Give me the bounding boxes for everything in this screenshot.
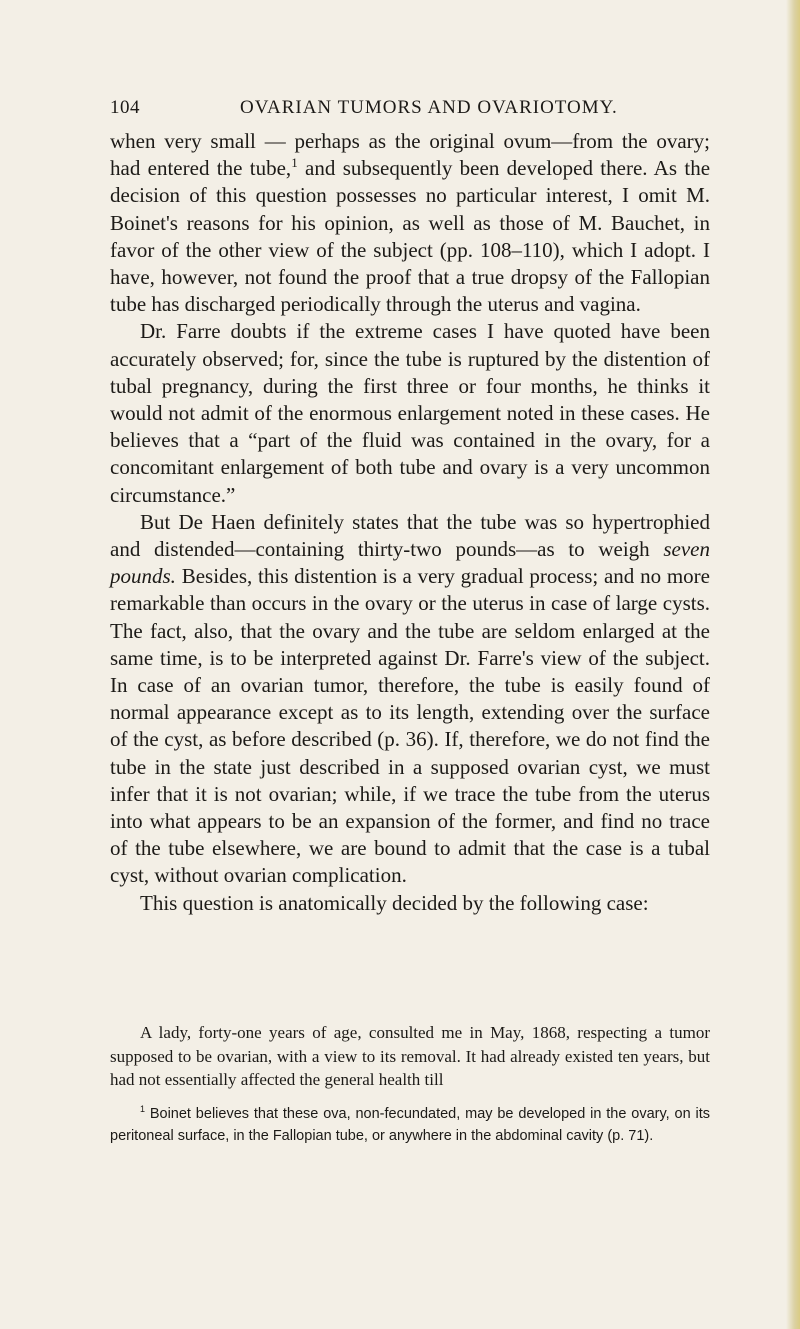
- page-header: [110, 97, 710, 121]
- paragraph-1-text-start: when very small — perhaps as the original ovum—from the ovary; had entered the tube,: [110, 129, 710, 181]
- paragraph-4: This question is anatomically decided by the following case:: [140, 890, 649, 915]
- case-report-text: A lady, forty-one years of age, consulted me in May, 1868, respecting a tumor supposed to be ovarian, with a view to its removal. It had already existed ten years, but had not essentially affected the general health till: [110, 1023, 710, 1089]
- paragraph-3-text-end: Besides, this distention is a very gradual process; and no more remarkable than occurs in the ovary or the uterus in case of large cysts. The fact, also, that the ovary and the tube are seldom enlarged at the same time, is to be interpreted against Dr. Farre's view of the subject. In case of an ovarian tumor, therefore, the tube is easily found of normal appearance except as to its length, extending over the surface of the cyst, as before described (p. 36). If, therefore, we do not find the tube in the state just described in a supposed ovarian cyst, we must infer that it is not ovarian; while, if we trace the tube from the uterus into what appears to be an expansion of the former, and find no trace of the tube elsewhere, we are bound to admit that the case is a tubal cyst, without ovarian complication.: [110, 564, 710, 888]
- paragraph-2: Dr. Farre doubts if the extreme cases I have quoted have been accurately observed; for, since the tube is ruptured by the distention of tubal pregnancy, during the first three or four months, he thinks it would not admit of the enormous enlargement noted in these cases. He believes that a “part of the fluid was contained in the ovary, for a concomitant enlargement of both tube and ovary is a very uncommon circumstance.”: [110, 319, 710, 507]
- footnote: [110, 1104, 710, 1147]
- paragraph-1-text-end: and subsequently been developed there. As the decision of this question possesses no particular interest, I omit M. Boinet's reasons for his opinion, as well as those of M. Bauchet, in favor of the other view of the subject (pp. 108–110), which I adopt. I have, however, not found the proof that a true dropsy of the Fallopian tube has discharged periodically through the uterus and vagina.: [110, 156, 711, 317]
- emphasized-phrase: seven pounds.: [110, 537, 710, 589]
- running-head: OVARIAN TUMORS AND OVARIOTOMY.: [240, 97, 618, 118]
- paragraph-3: [110, 509, 710, 890]
- body-text: [110, 128, 710, 917]
- paragraph-1: [110, 128, 710, 318]
- paragraph-3-text-start: But De Haen definitely states that the tube was so hypertrophied and distended—containing thirty-two pounds—as to weigh: [110, 509, 710, 562]
- footnote-reference-mark: 1: [291, 155, 298, 171]
- page-edge-shadow: [786, 0, 800, 1329]
- footnote-mark: 1: [140, 1104, 145, 1115]
- page-number: 104: [110, 97, 140, 118]
- footnote-text: Boinet believes that these ova, non-fecundated, may be developed in the ovary, on its peritoneal surface, in the Fallopian tube, or anywhere in the abdominal cavity (p. 71).: [110, 1106, 710, 1144]
